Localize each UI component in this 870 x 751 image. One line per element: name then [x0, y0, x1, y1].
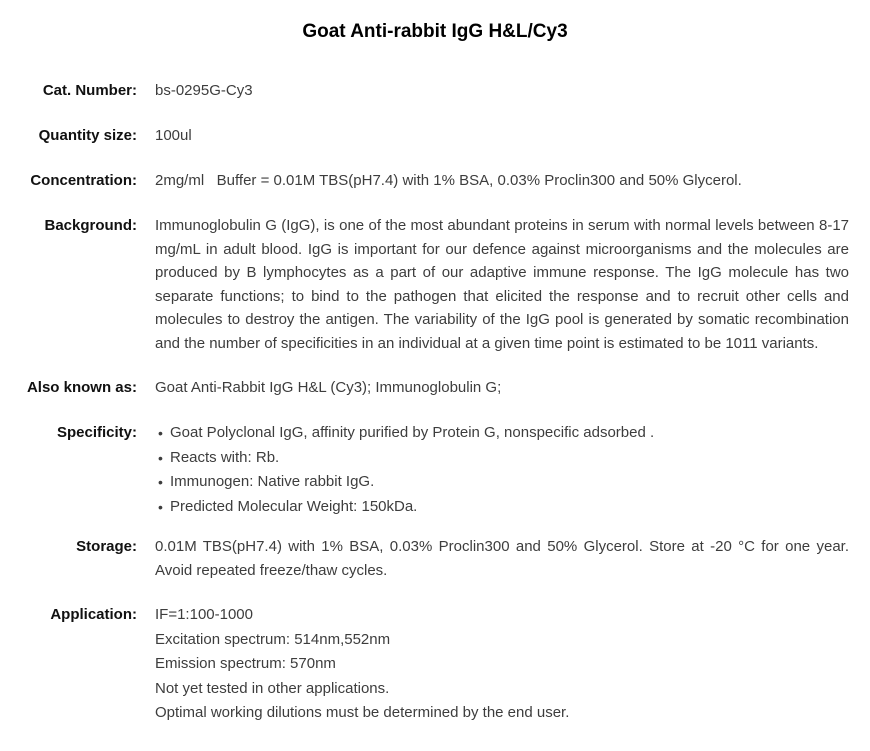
- field-row: [0, 214, 849, 355]
- bullet-text: Goat Polyclonal IgG, affinity purified by Protein G, nonspecific adsorbed .: [170, 424, 655, 441]
- bullet-icon: •: [158, 425, 163, 441]
- application-line: Not yet tested in other applications.: [155, 679, 390, 697]
- field-value: 100ul: [155, 127, 192, 144]
- field-value: [155, 421, 849, 519]
- field-row: [0, 169, 849, 193]
- field-label: Application:: [50, 606, 137, 623]
- bullet-text: Predicted Molecular Weight: 150kDa.: [170, 497, 418, 515]
- field-label: Concentration:: [30, 172, 137, 189]
- field-label: Storage:: [76, 538, 137, 555]
- field-row: [0, 376, 849, 400]
- field-label: Also known as:: [26, 379, 137, 396]
- field-value: bs-0295G-Cy3: [155, 82, 253, 99]
- datasheet-body: [0, 79, 849, 726]
- field-value: Goat Anti-Rabbit IgG H&L (Cy3); Immunoglobulin G;: [155, 379, 502, 396]
- field-row: [0, 421, 849, 519]
- field-value: [155, 603, 849, 726]
- application-line: Excitation spectrum: 514nm,552nm: [155, 630, 391, 648]
- bullet-item: [155, 446, 849, 471]
- bullet-text: Reacts with: Rb.: [170, 448, 280, 466]
- application-line: IF=1:100-1000: [155, 606, 253, 623]
- field-label: Background:: [44, 217, 137, 234]
- field-value: 2mg/ml Buffer = 0.01M TBS(pH7.4) with 1% BSA, 0.03% Proclin300 and 50% Glycerol.: [155, 172, 742, 189]
- field-label: Specificity:: [56, 424, 137, 441]
- bullet-item: [155, 495, 849, 520]
- bullet-icon: •: [158, 449, 163, 466]
- field-value: Immunoglobulin G (IgG), is one of the most abundant proteins in serum with normal levels between 8-17 mg/mL in adult blood. IgG is important for our defence against microorganisms and the molecules are produced by B lymphocytes as a part of our adaptive immune response. The IgG molecule has two separate functions; to bind to the pathogen that elicited the response and to recruit other cells and molecules to destroy the antigen. The variability of the IgG pool is generated by somatic recombination and the number of specificities in an individual at a given time point is estimated to be 1011 variants.: [155, 217, 849, 352]
- field-label: Quantity size:: [38, 127, 137, 144]
- page-title: Goat Anti-rabbit IgG H&L/Cy3: [302, 21, 568, 42]
- field-value: 0.01M TBS(pH7.4) with 1% BSA, 0.03% Proclin300 and 50% Glycerol. Store at -20 °C for one year. Avoid repeated freeze/thaw cycles.: [155, 538, 849, 579]
- application-line: Optimal working dilutions must be determined by the end user.: [155, 704, 570, 721]
- field-label: Cat. Number:: [42, 82, 137, 99]
- bullet-item: [155, 421, 849, 446]
- bullet-icon: •: [158, 474, 163, 490]
- field-row: [0, 603, 849, 726]
- field-row: [0, 535, 849, 582]
- field-row: [0, 79, 849, 103]
- bullet-item: [155, 470, 849, 495]
- field-row: [0, 124, 849, 148]
- bullet-icon: •: [158, 498, 163, 515]
- application-line: Emission spectrum: 570nm: [155, 655, 336, 672]
- bullet-text: Immunogen: Native rabbit IgG.: [170, 473, 375, 490]
